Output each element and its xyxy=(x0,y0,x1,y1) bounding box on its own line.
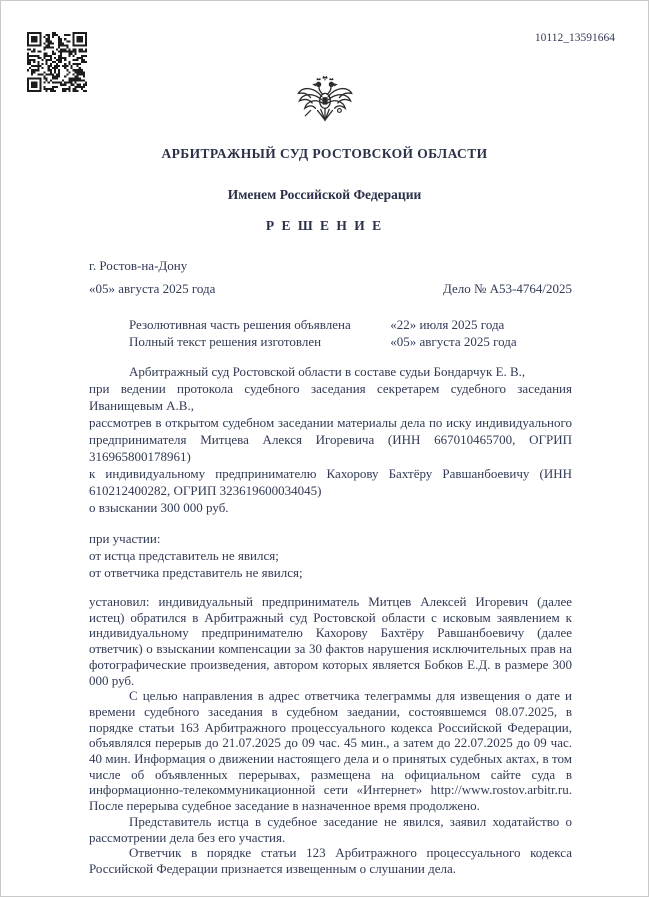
document-number: 10112_13591664 xyxy=(534,32,615,44)
participation-title: при участии: xyxy=(89,531,161,546)
decision-date: «05» августа 2025 года xyxy=(89,281,216,296)
document-body xyxy=(89,258,572,877)
paragraph-established: установил: индивидуальный предприниматель Митцев Алексей Игоревич (далее истец) обратился в Арбитражный суд Ростовской области с исковым заявлением к индивидуальному предпринимателю Кахорову Бахтёру Равшанбоевичу (далее ответчик) о взыскании компенсации за 30 фактов нарушения исключительных прав на фотографические произведения, автором которых является Бобков Е.Д. в размере 300 000 руб. xyxy=(89,594,572,688)
resolution-announced-date: «22» июля 2025 года xyxy=(390,317,505,332)
date-case-row xyxy=(89,281,572,297)
court-name-heading: АРБИТРАЖНЫЙ СУД РОСТОВСКОЙ ОБЛАСТИ xyxy=(161,146,488,161)
paragraph-plaintiff-absent: Представитель истца в судебное заседание не явился, заявил ходатайство о рассмотрении дела без его участия. xyxy=(89,813,572,845)
findings-block xyxy=(89,594,572,877)
in-the-name-heading: Именем Российской Федерации xyxy=(227,187,422,202)
decision-title-heading: Р Е Ш Е Н И Е xyxy=(265,218,384,233)
russia-coat-of-arms-icon xyxy=(293,75,357,131)
defendant-line: к индивидуальному предпринимателю Кахорову Бахтёру Равшанбоевичу (ИНН 610212400282, ОГРИП 323619600034045) xyxy=(89,466,572,498)
judge-line: Арбитражный суд Ростовской области в составе судьи Бондарчук Е. В., xyxy=(129,364,526,379)
paragraph-recess-info: С целью направления в адрес ответчика телеграммы для извещения о дате и времени судебного заседания в судебном заедании, состоявшемся 08.07.2025, в порядке статьи 163 Арбитражного процессуального кодекса Российской Федерации, объявлялся перерыв до 21.07.2025 до 09 час. 45 мин., а затем до 22.07.2025 до 09 час. 40 мин. Информация о движении настоящего дела и о принятых судебных актах, в том числе об объявленных перерывах, размещена на официальном сайте суда в информационно-телекоммуникационной сети «Интернет» http://www.rostov.arbitr.ru. После перерыва судебное заседание в назначенное время продолжено. xyxy=(89,688,572,814)
secretary-line: при ведении протокола судебного заседания секретарем судебного заседания Иванищевым А.В., xyxy=(89,381,572,413)
claim-amount-line: о взыскании 300 000 руб. xyxy=(89,500,229,515)
case-number: Дело № А53-4764/2025 xyxy=(442,281,572,296)
full-text-line xyxy=(129,333,572,350)
claim-line: рассмотрев в открытом судебном заседании материалы дела по иску индивидуального предпринимателя Митцева Алекся Игоревича (ИНН 667010465700, ОГРИП 316965800178961) xyxy=(89,415,572,464)
qr-code-icon xyxy=(27,31,87,93)
participation-block xyxy=(89,530,572,581)
resolution-announced-label: Резолютивная часть решения объявлена xyxy=(129,317,351,332)
participation-defendant-line: от ответчика представитель не явился; xyxy=(89,565,303,580)
resolution-announced-line xyxy=(129,316,572,333)
full-text-date: «05» августа 2025 года xyxy=(390,334,517,349)
full-text-label: Полный текст решения изготовлен xyxy=(129,334,322,349)
paragraph-defendant-notified: Ответчик в порядке статьи 123 Арбитражного процессуального кодекса Российской Федерации признается извещенным о слушании дела. xyxy=(89,845,572,876)
participation-plaintiff-line: от истца представитель не явился; xyxy=(89,548,279,563)
resolution-dates-block xyxy=(129,316,572,350)
city-line: г. Ростов-на-Дону xyxy=(89,258,188,273)
case-intro-block xyxy=(89,363,572,516)
